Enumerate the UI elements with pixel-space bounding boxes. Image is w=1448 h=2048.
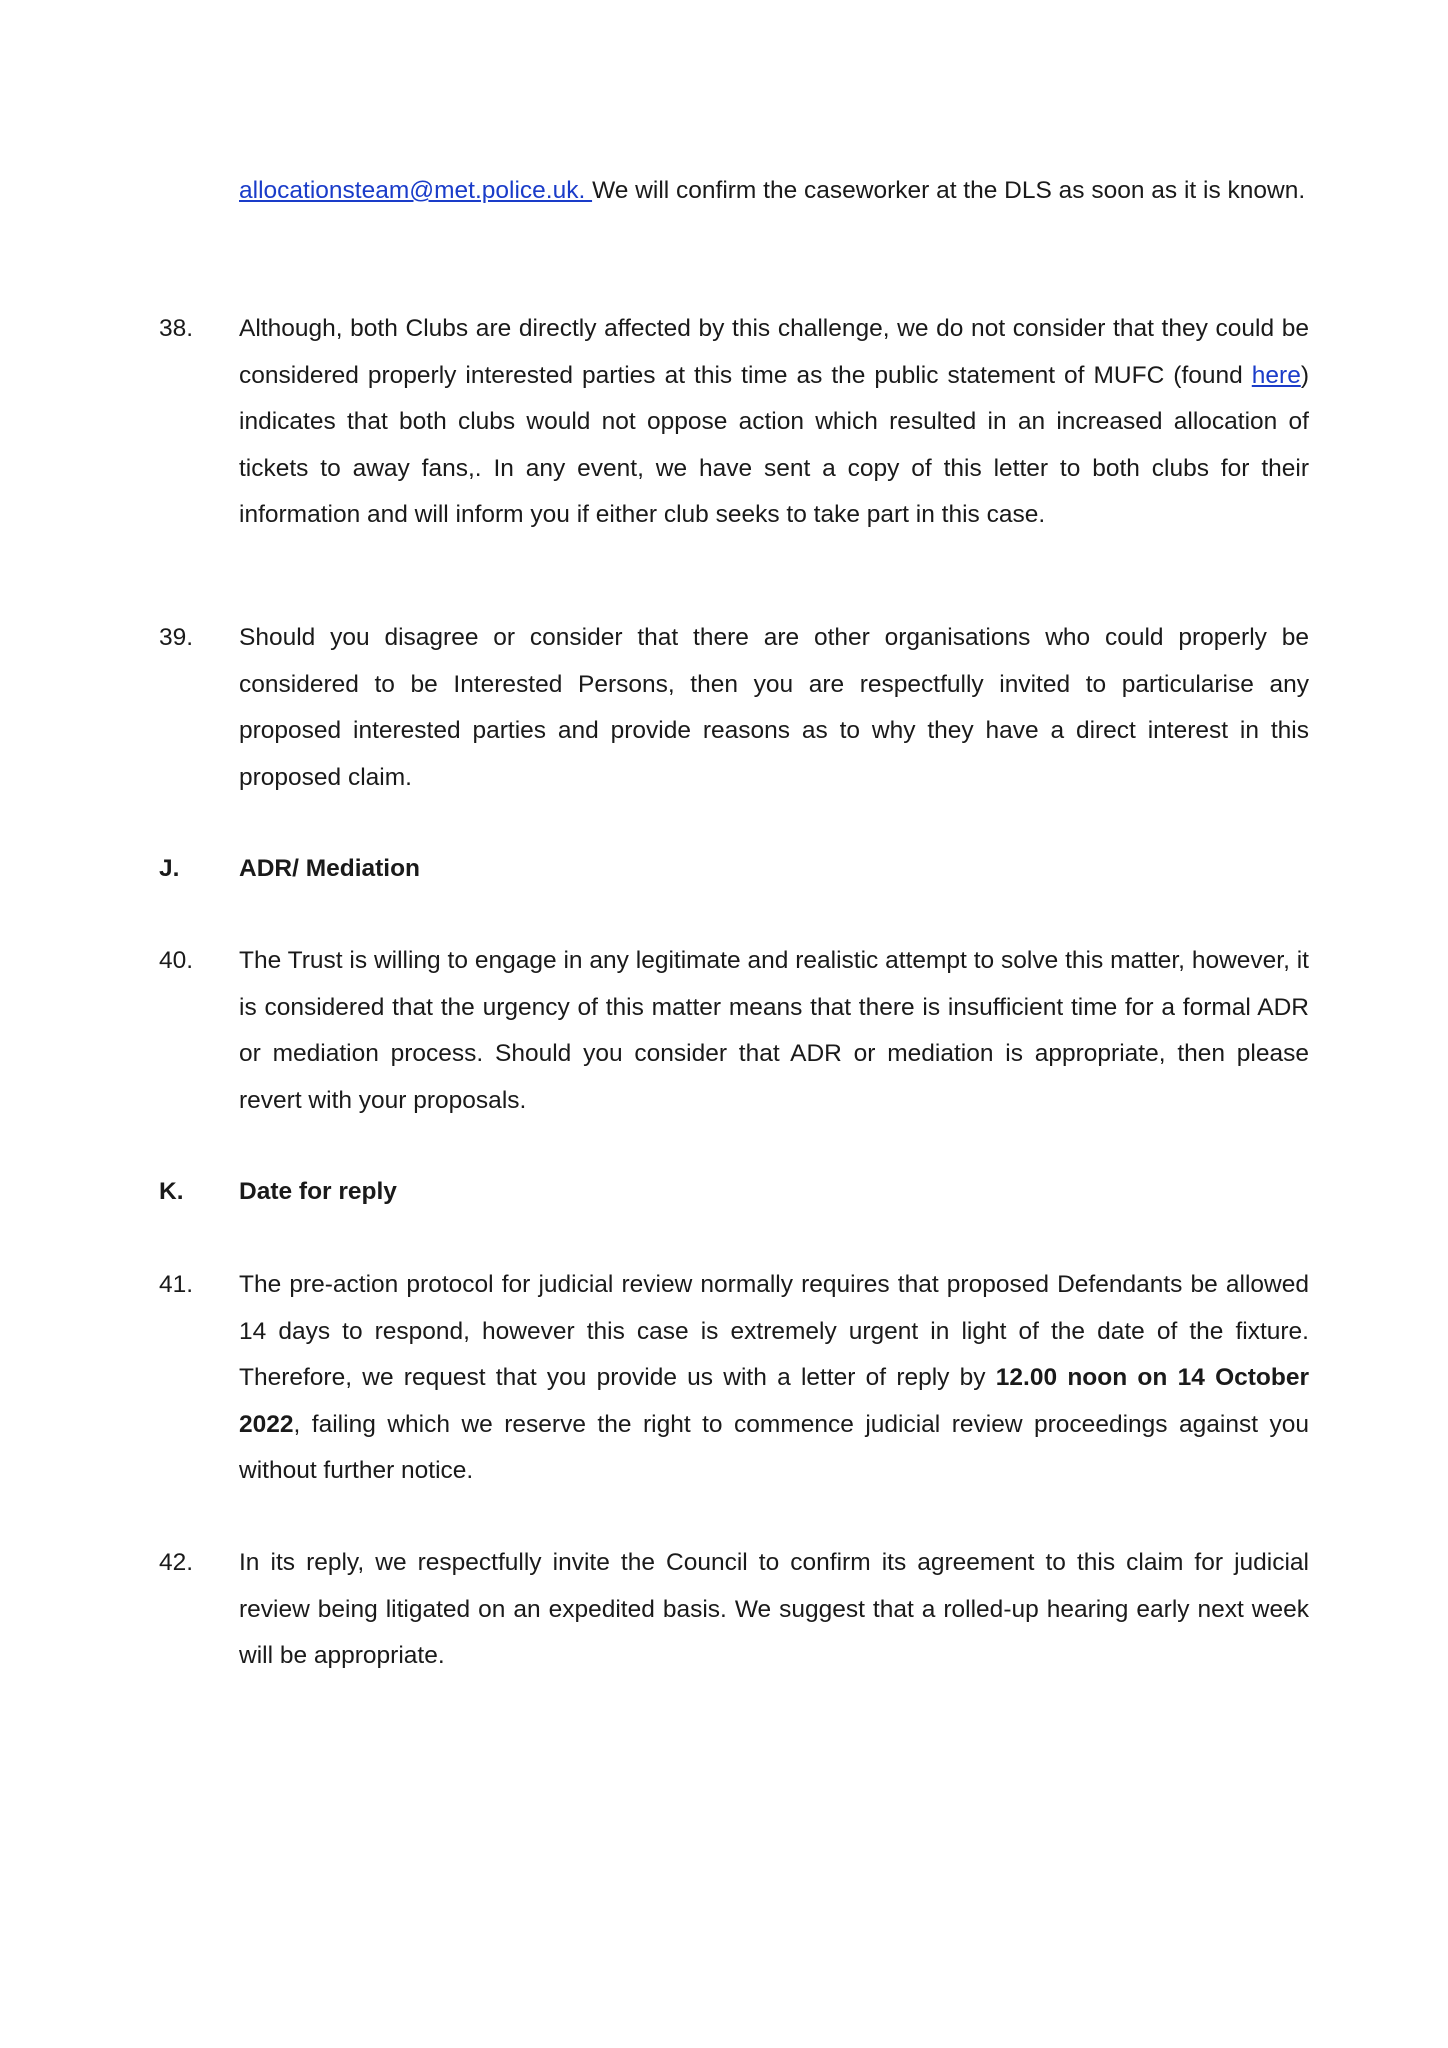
paragraph-text: allocationsteam@met.police.uk. We will confirm the caseworker at the DLS as soon as it is known. [239, 177, 1306, 204]
section-title: Date for reply [239, 1178, 397, 1205]
statement-link[interactable]: here [1251, 361, 1301, 389]
section-letter: J. [159, 855, 180, 882]
paragraph-text: The Trust is willing to engage in any legitimate and realistic attempt to solve this matter, however, it is considered that the urgency of this matter means that there is insufficient time for a formal ADR or mediation process. Should you consider that ADR or mediation is appropriate, then please revert with your proposals. [239, 947, 1309, 1114]
email-link[interactable]: allocationsteam@met.police.uk. [239, 177, 593, 204]
section-title: ADR/ Mediation [239, 855, 421, 882]
reply-deadline: 12.00 noon on 14 October 2022 [239, 1364, 1310, 1438]
paragraph-number: 38. [159, 315, 194, 342]
paragraph-text: In its reply, we respectfully invite the Council to confirm its agreement to this claim for judicial review being litigated on an expedited basis. We suggest that a rolled-up hearing early next week will be appropriate. [239, 1549, 1309, 1669]
paragraph-number: 41. [159, 1271, 194, 1298]
paragraph-text: The pre-action protocol for judicial review normally requires that proposed Defendants be allowed 14 days to respond, however this case is extremely urgent in light of the date of the fixture. Therefore, we request that you provide us with a letter of reply by 12.00 noon on 14 October 2022, failing which we reserve the right to commence judicial review proceedings against you without further notice. [239, 1271, 1310, 1484]
paragraph-number: 39. [159, 624, 194, 651]
paragraph-number: 42. [159, 1549, 194, 1576]
paragraph-text: Although, both Clubs are directly affected by this challenge, we do not consider that they could be considered properly interested parties at this time as the public statement of MUFC (found here) indicates that both clubs would not oppose action which resulted in an increased allocation of tickets to away fans,. In any event, we have sent a copy of this letter to both clubs for their information and will inform you if either club seeks to take part in this case. [239, 315, 1309, 528]
section-letter: K. [159, 1178, 184, 1205]
paragraph-text: Should you disagree or consider that there are other organisations who could properly be considered to be Interested Persons, then you are respectfully invited to particularise any proposed interested parties and provide reasons as to why they have a direct interest in this proposed claim. [239, 624, 1309, 791]
paragraph-number: 40. [159, 947, 194, 974]
